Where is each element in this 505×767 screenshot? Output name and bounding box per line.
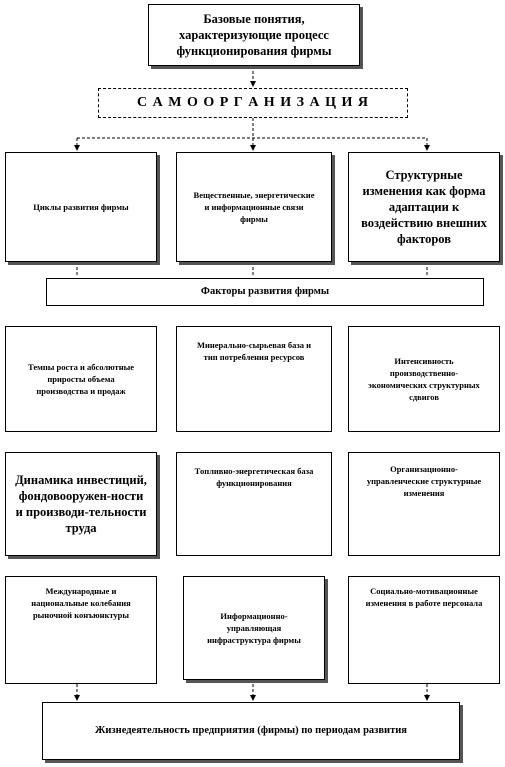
row3-box-right: [348, 452, 500, 556]
factors-box: [46, 278, 484, 306]
row3-mid-text: Топливно-энергетическая база функционирования: [194, 466, 314, 488]
top-box: [148, 4, 360, 66]
row4-right-text: Социально-мотивационные изменения в работе персонала: [365, 586, 483, 608]
row2-box-right: [348, 326, 500, 432]
row2-left-text: Темпы роста и абсолютные приросты объема производства и продаж: [27, 362, 135, 396]
row3-left-text: Динамика инвестиций, фондовооружен-ности и производи-тельности труда: [15, 473, 147, 535]
self-organization-text: С А М О О Р Г А Н И З А Ц И Я: [137, 95, 369, 110]
row1-box-right: [348, 152, 500, 262]
row4-box-mid: [183, 576, 325, 680]
row3-right-text: Организационно-управленческие структурные изменения: [366, 464, 482, 498]
row4-mid-text: Информационно-управляющая инфраструктура фирмы: [207, 611, 301, 645]
bottom-text: Жизнедеятельность предприятия (фирмы) по периодам развития: [95, 725, 407, 736]
row2-box-left: [5, 326, 157, 432]
row1-left-text: Циклы развития фирмы: [33, 202, 129, 212]
bottom-box: [42, 702, 460, 760]
self-organization-box: [98, 88, 408, 118]
row2-box-mid: [176, 326, 332, 432]
row3-box-mid: [176, 452, 332, 556]
row2-right-text: Интенсивность производственно-экономических структурных сдвигов: [368, 356, 480, 402]
row1-box-mid: [176, 152, 332, 262]
row4-box-right: [348, 576, 500, 684]
factors-text: Факторы развития фирмы: [200, 286, 330, 297]
row1-box-left: [5, 152, 157, 262]
row2-mid-text: Минерально-сырьевая база и тип потребления ресурсов: [196, 340, 312, 362]
row4-box-left: [5, 576, 157, 684]
row1-mid-text: Вещественные, энергетические и информационные связи фирмы: [193, 190, 315, 224]
top-box-text: Базовые понятия, характеризующие процесс функционирования фирмы: [176, 12, 332, 58]
row1-right-text: Структурные изменения как форма адаптации к воздействию внешних факторов: [361, 168, 487, 246]
row4-left-text: Международные и национальные колебания рыночной конъюнктуры: [31, 586, 131, 620]
row3-box-left: [5, 452, 157, 556]
